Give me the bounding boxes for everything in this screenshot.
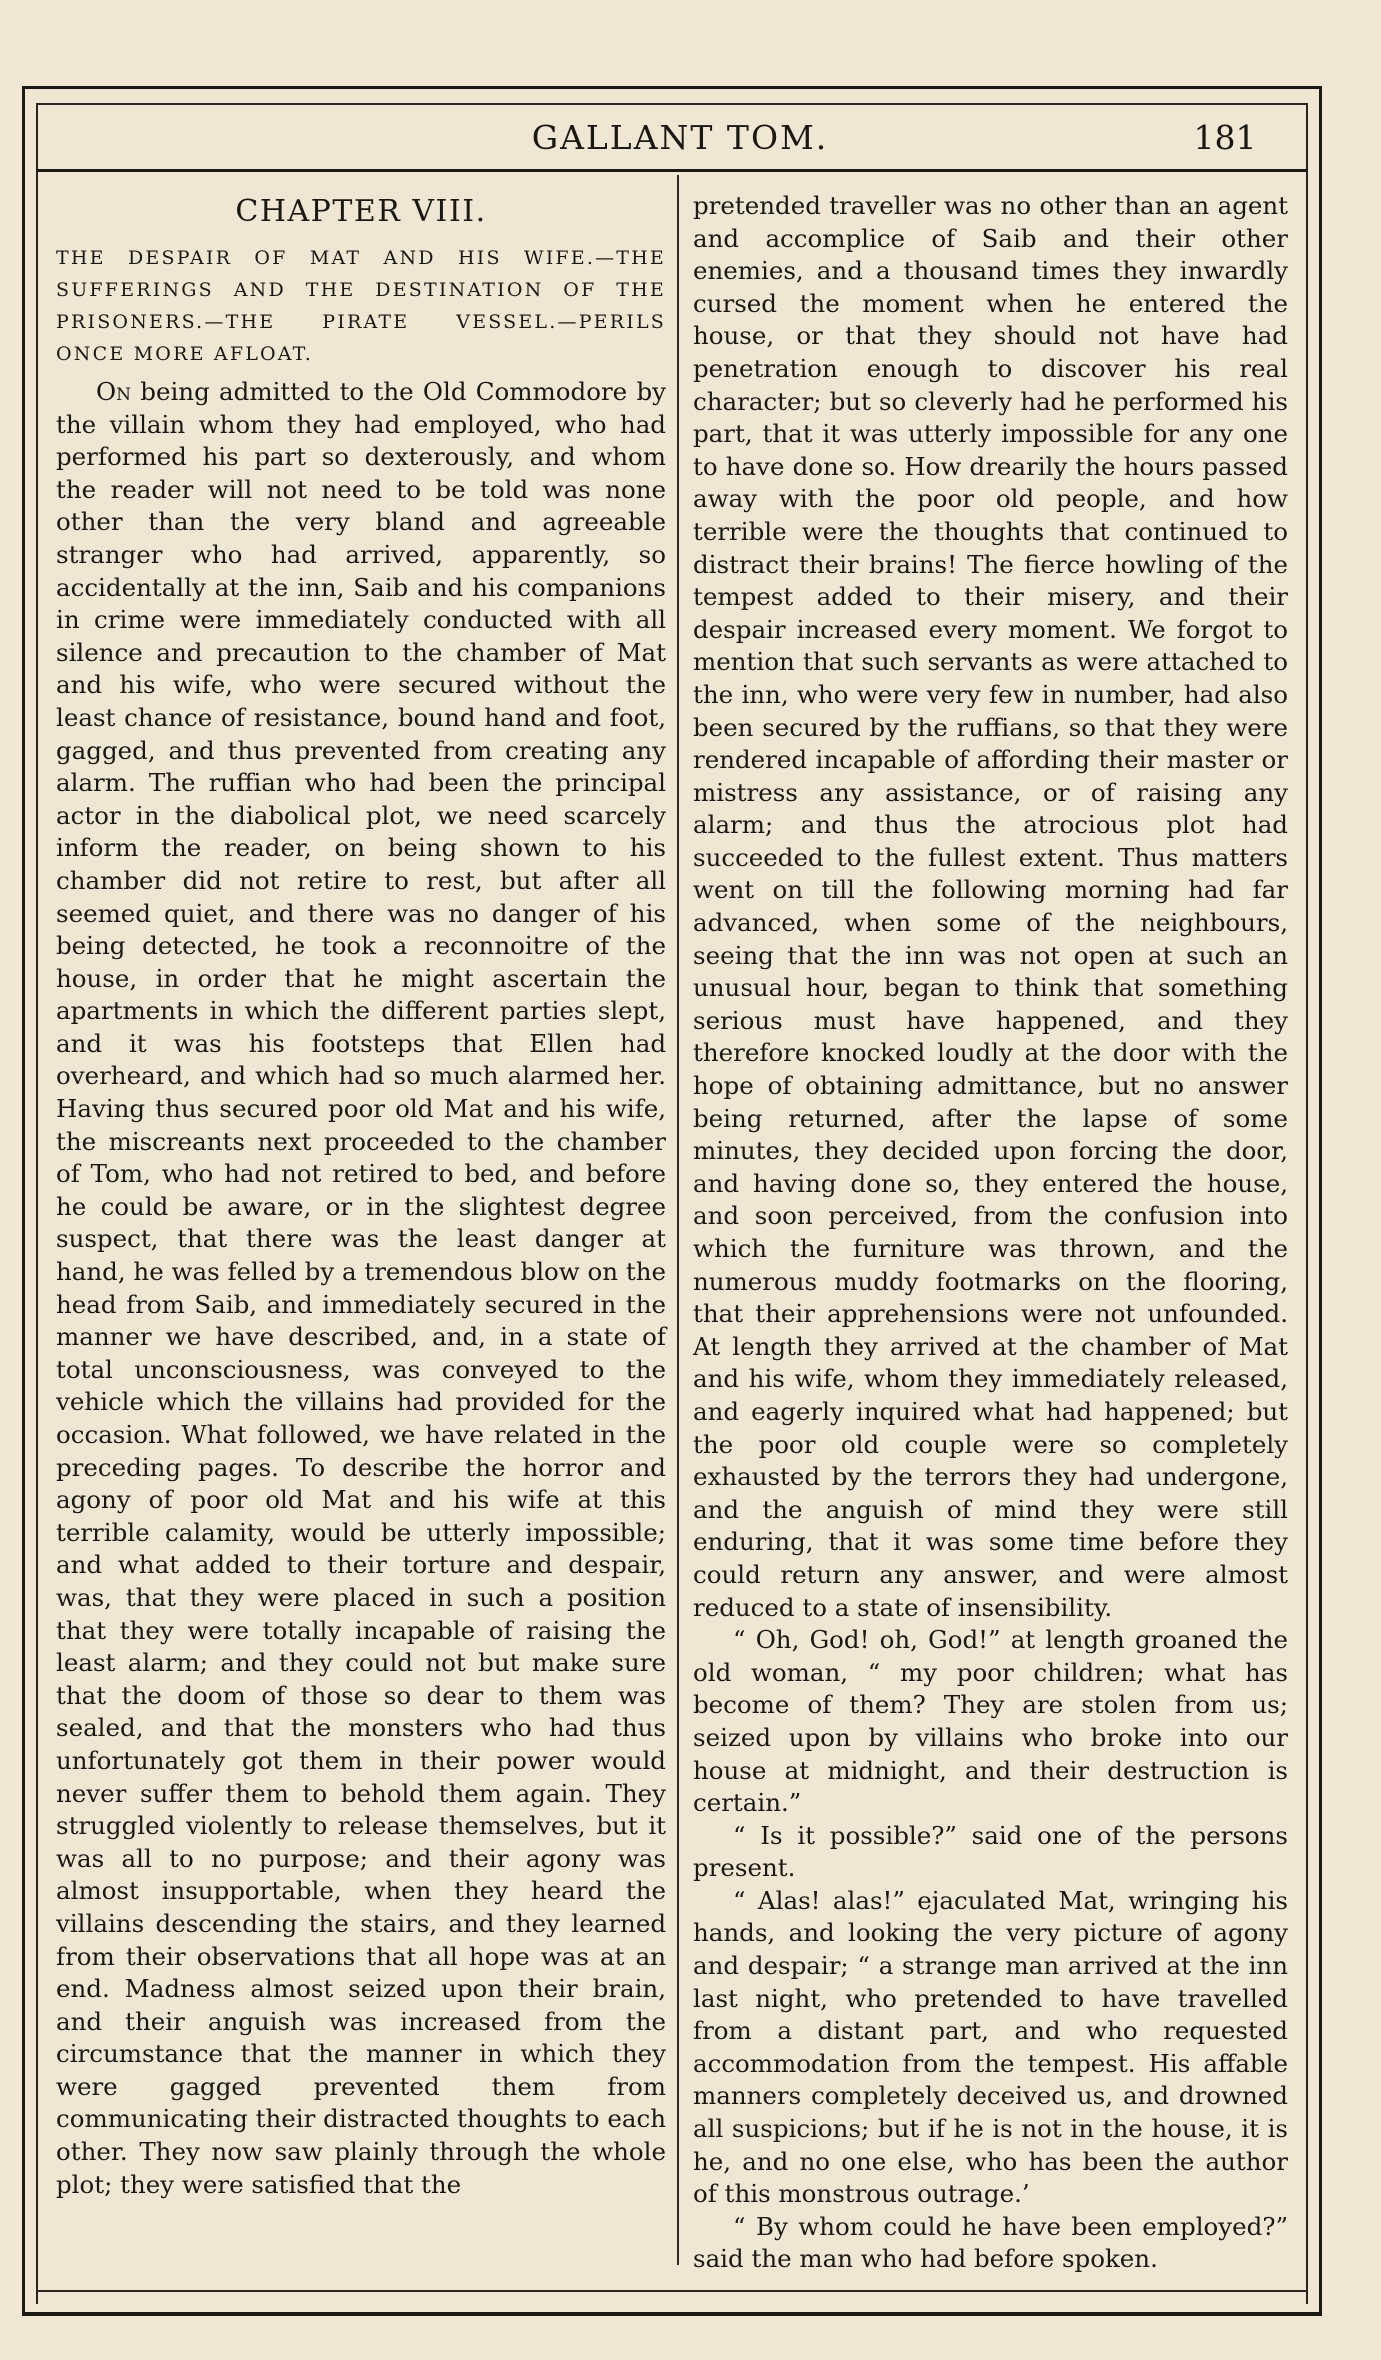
paragraph: “ By whom could he have been employed?” said the man who had before spoken. [693, 2211, 1288, 2274]
page-number: 181 [1193, 118, 1257, 157]
paragraph: “ Oh, God! oh, God!” at length groaned the old woman, “ my poor children; what has become of them? They are stolen from us; seized upon by villains who broke into our house at midnight, and their destruction is certain.” [693, 1625, 1288, 1818]
paragraph: pretended traveller was no other than an agent and accomplice of Saib and their other enemies, and a thousand times they inwardly cursed the moment when he entered the house, or that they should not have had penetration enough to discover his real character; but so cleverly had he performed his part, that it was utterly impossible for any one to have done so. How drearily the hours passed away with the poor old people, and how terrible were the thoughts that continued to distract their brains! The fierce howling of the tempest added to their misery, and their despair increased every moment. We forgot to mention that such servants as were attached to the inn, who were very few in number, had also been secured by the ruffians, so that they were rendered incapable of affording their master or mistress any assistance, or of raising any alarm; and thus the atrocious plot had succeeded to the fullest extent. Thus matters went on till the following morning had far advanced, when some of the neighbours, seeing that the inn was not open at such an unusual hour, began to think that something serious must have happened, and they therefore knocked loudly at the door with the hope of obtaining admittance, but no answer being returned, after the lapse of some minutes, they decided upon forcing the door, and having done so, they entered the house, and soon perceived, from the confusion into which the furniture was thrown, and the numerous muddy footmarks on the flooring, that their apprehensions were not unfounded. At length they arrived at the chamber of Mat and his wife, whom they immediately released, and eagerly inquired what had happened; but the poor old couple were so completely exhausted by the terrors they had undergone, and the anguish of mind they were still enduring, that it was some time before they could return any answer, and were almost reduced to a state of insensibility. [693, 191, 1288, 1622]
running-title: GALLANT TOM. [531, 118, 829, 157]
paragraph: “ Alas! alas!” ejaculated Mat, wringing his hands, and looking the very picture of agony and despair; “ a strange man arrived at the inn last night, who pretended to have travelled from a distant part, and who requested accommodation from the tempest. His affable manners completely deceived us, and drowned all suspicions; but if he is not in the house, it is he, and no one else, who has been the author of this monstrous outrage.’ [693, 1885, 1288, 2209]
left-column [56, 190, 666, 2201]
chapter-summary: THE DESPAIR OF MAT AND HIS WIFE.—THE SUFFERINGS AND THE DESTINATION OF THE PRISONERS.—THE PIRATE VESSEL.—PERILS ONCE MORE AFLOAT. [56, 247, 666, 365]
bottom-thick-rule [22, 2312, 1322, 2316]
opening-word: On [96, 377, 131, 406]
right-column [693, 190, 1288, 2276]
chapter-title: CHAPTER VIII. [235, 194, 487, 229]
top-rule [36, 103, 1308, 105]
column-divider [677, 175, 679, 2265]
paragraph [56, 376, 666, 2201]
paragraph: “ Is it possible?” said one of the persons present. [693, 1820, 1288, 1883]
header-rule [36, 169, 1308, 172]
bottom-rule [36, 2290, 1308, 2292]
paragraph-text: being admitted to the Old Commodore by the villain whom they had employed, who had performed his part so dexterously, and whom the reader will not need to be told was none other than the very bland and agreeable stranger who had arrived, apparently, so accidentally at the inn, Saib and his companions in crime were immediately conducted with all silence and precaution to the chamber of Mat and his wife, who were secured without the least chance of resistance, bound hand and foot, gagged, and thus prevented from creating any alarm. The ruffian who had been the principal actor in the diabolical plot, we need scarcely inform the reader, on being shown to his chamber did not retire to rest, but after all seemed quiet, and there was no danger of his being detected, he took a reconnoitre of the house, in order that he might ascertain the apartments in which the different parties slept, and it was his footsteps that Ellen had overheard, and which had so much alarmed her. Having thus secured poor old Mat and his wife, the miscreants next proceeded to the chamber of Tom, who had not retired to bed, and before he could be aware, or in the slightest degree suspect, that there was the least danger at hand, he was felled by a tremendous blow on the head from Saib, and immediately secured in the manner we have described, and, in a state of total unconsciousness, was conveyed to the vehicle which the villains had provided for the occasion. What followed, we have related in the preceding pages. To describe the horror and agony of poor old Mat and his wife at this terrible calamity, would be utterly impossible; and what added to their torture and despair, was, that they were placed in such a position that they were totally incapable of raising the least alarm; and they could not but make sure that the doom of those so dear to them was sealed, and that the monsters who had thus unfortunately got them in their power would never suffer them to behold them again. They struggled violently to release themselves, but it was all to no purpose; and their agony was almost insupportable, when they heard the villains descending the stairs, and they learned from their observations that all hope was at an end. Madness almost seized upon their brain, and their anguish was increased from the circumstance that the manner in which they were gagged prevented them from communicating their distracted thoughts to each other. They now saw plainly through the whole plot; they were satisfied that the [56, 377, 666, 2199]
